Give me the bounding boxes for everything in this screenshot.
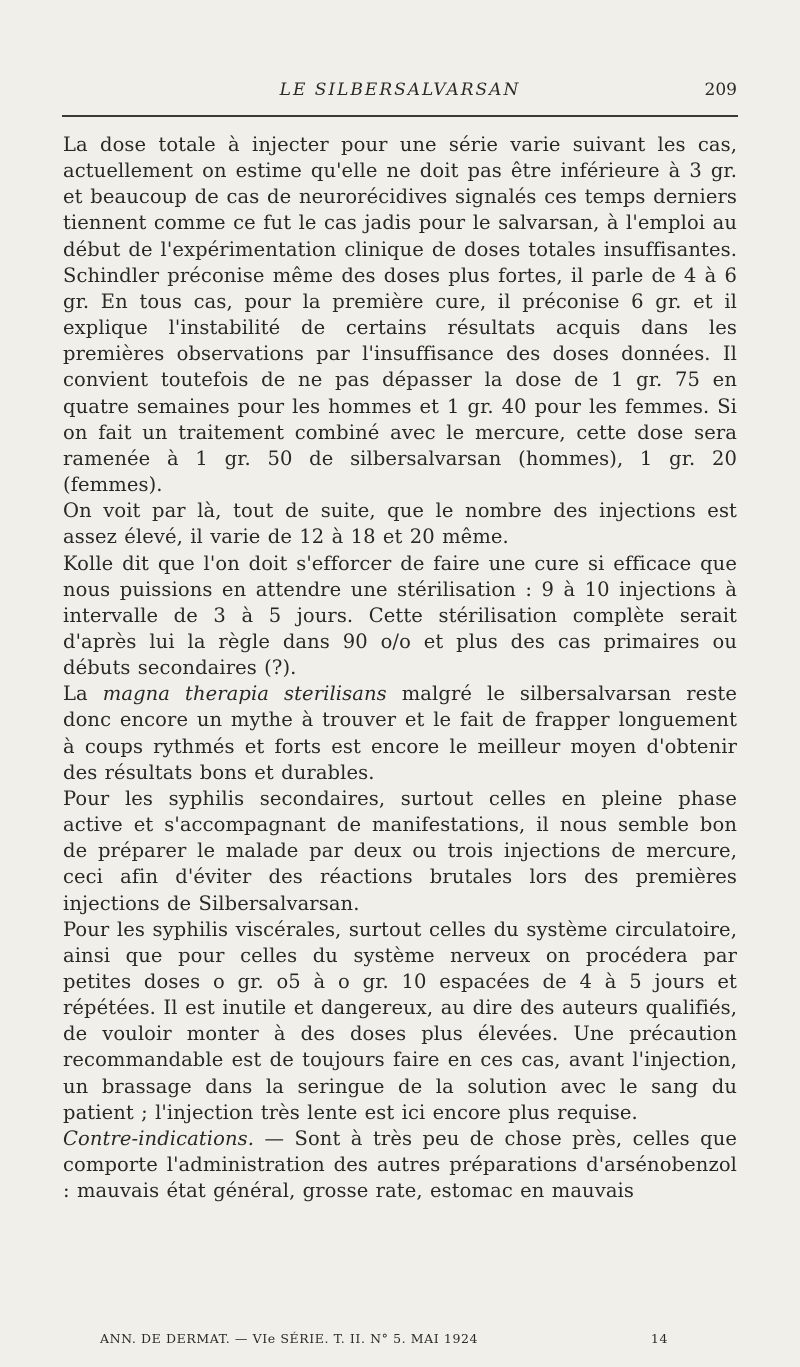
running-title: LE SILBERSALVARSAN <box>279 80 521 100</box>
paragraph-text: Pour les syphilis secondaires, surtout celles en pleine phase active et s'accompagnant de manifestations, il nous semble bon de préparer le malade par deux ou trois injections de mercure, ceci afin d'éviter des réactions brutales lors des premières injections de Silbersalvarsan. <box>63 786 737 915</box>
paragraph-magna-therapia <box>63 681 737 786</box>
paragraph-text: Pour les syphilis viscérales, surtout celles du système circulatoire, ainsi que pour celles du système nerveux on procédera par petites doses o gr. o5 à o gr. 10 espacées de 4 à 5 jours et répétées. Il est inutile et dangereux, au dire des auteurs qualifiés, de vouloir monter à des doses plus élevées. Une précaution recommandable est de toujours faire en ces cas, avant l'injection, un brassage dans la seringue de la solution avec le sang du patient ; l'injection très lente est ici encore plus requise. <box>63 917 737 1124</box>
page-header <box>63 80 737 106</box>
page-number: 209 <box>704 80 737 100</box>
paragraph-lead-italic: Contre-indications. <box>63 1126 255 1150</box>
body-text <box>63 132 737 1204</box>
paragraph-text: malgré le silbersalvarsan reste donc encore un mythe à trouver et le fait de frapper longuement à coups rythmés et forts est encore le meilleur moyen d'obtenir des résultats bons et durables. <box>63 682 738 784</box>
paragraph-contre-indications <box>63 1126 737 1204</box>
paragraph-dose-totale <box>63 132 737 498</box>
paragraph-syphilis-viscerales <box>63 917 737 1126</box>
paragraph-text: Kolle dit que l'on doit s'efforcer de faire une cure si efficace que nous puissions en attendre une stérilisation : 9 à 10 injections à intervalle de 3 à 5 jours. Cette stérilisation complète serait d'après lui la règle dans 90 o/o et plus des cas primaires ou débuts secondaires (?). <box>63 551 737 680</box>
paragraph-syphilis-secondaires <box>63 786 737 917</box>
paragraph-text: On voit par là, tout de suite, que le nombre des injections est assez élevé, il varie de 12 à 18 et 20 même. <box>63 499 737 549</box>
paragraph-lead: La <box>63 682 103 706</box>
paragraph-nombre-injections <box>63 498 737 550</box>
paragraph-text: — Sont à très peu de chose près, celles que comporte l'administration des autres préparations d'arsénobenzol : mauvais état général, grosse rate, estomac en mauvais <box>63 1126 737 1203</box>
paragraph-kolle <box>63 551 737 682</box>
paragraph-text: La dose totale à injecter pour une série varie suivant les cas, actuellement on estime qu'elle ne doit pas être inférieure à 3 gr. et beaucoup de cas de neurorécidives signalés ces temps derniers tiennent comme ce fut le cas jadis pour le salvarsan, à l'emploi au début de l'expérimentation clinique de doses totales insuffisantes. Schindler préconise même des doses plus fortes, il parle de 4 à 6 gr. En tous cas, pour la première cure, il préconise 6 gr. et il explique l'instabilité de certains résultats acquis dans les premières observations par l'insuffisance des doses données. Il convient toutefois de ne pas dépasser la dose de 1 gr. 75 en quatre semaines pour les hommes et 1 gr. 40 pour les femmes. Si on fait un traitement combiné avec le mercure, cette dose sera ramenée à 1 gr. 50 de silbersalvarsan (hommes), 1 gr. 20 (femmes). <box>63 133 737 497</box>
header-rule <box>62 115 738 117</box>
sheet-number: 14 <box>650 1331 668 1346</box>
paragraph-lead-italic: magna therapia sterilisans <box>102 682 387 706</box>
journal-reference: ANN. DE DERMAT. — VIe SÉRIE. T. II. N° 5. MAI 1924 <box>100 1331 479 1346</box>
